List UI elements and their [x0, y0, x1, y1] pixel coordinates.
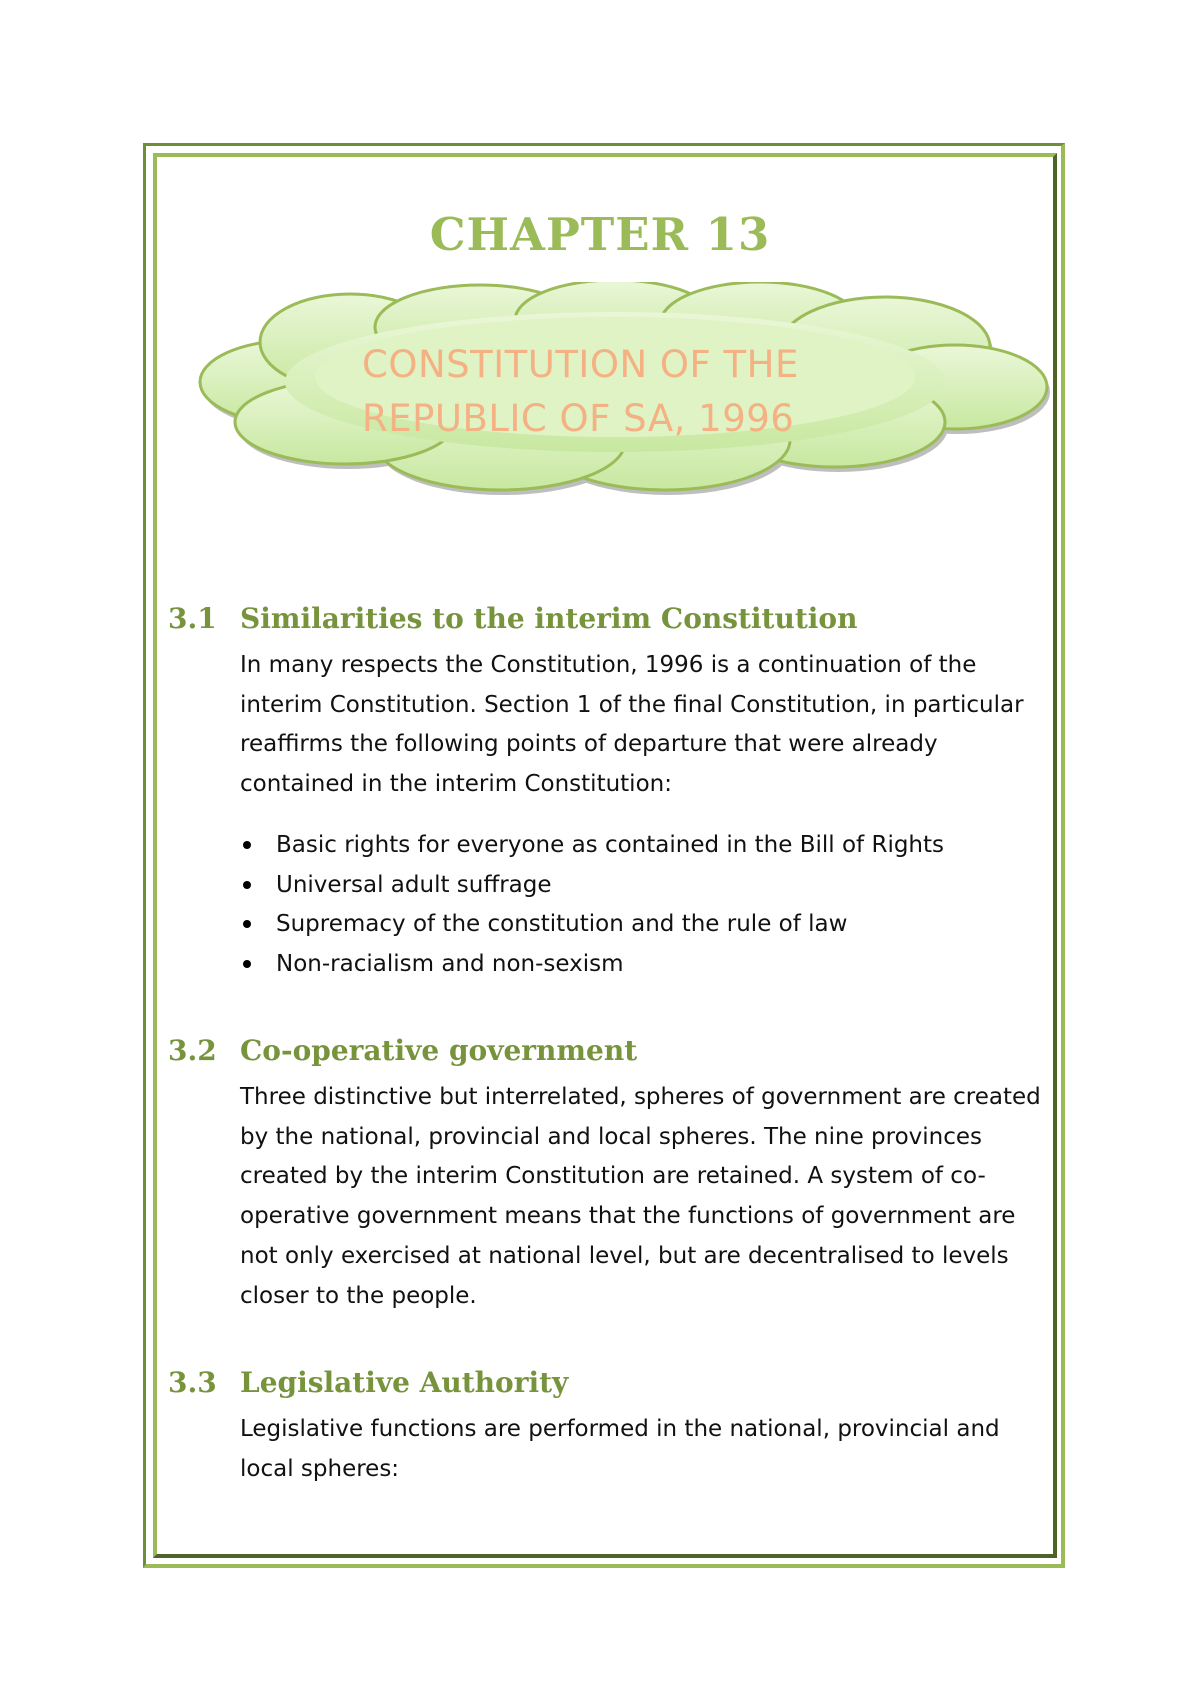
section-title: Co-operative government	[240, 1034, 638, 1067]
cloud-title-line-1: CONSTITUTION OF THE	[362, 343, 799, 386]
bullet-icon	[243, 881, 251, 889]
section-title: Similarities to the interim Constitution	[240, 602, 858, 635]
section-number: 3.3	[168, 1366, 217, 1399]
section-heading-3-2	[168, 1034, 637, 1067]
bullet-icon	[243, 841, 251, 849]
bullet-list	[240, 826, 1045, 985]
section-number: 3.1	[168, 602, 217, 635]
section-number: 3.2	[168, 1034, 217, 1067]
section-heading-3-1	[168, 602, 857, 635]
list-item	[240, 826, 1045, 866]
list-item-text: Non-racialism and non-sexism	[276, 951, 624, 978]
section-body-3-3: Legislative functions are performed in the national, provincial and local spheres:	[240, 1416, 1000, 1482]
chapter-title: CHAPTER 13	[429, 208, 771, 261]
list-item	[240, 866, 1045, 906]
list-item	[240, 945, 1045, 985]
section-title: Legislative Authority	[240, 1366, 569, 1399]
list-item-text: Universal adult suffrage	[276, 871, 552, 898]
cloud-title	[362, 338, 922, 446]
list-item-text: Supremacy of the constitution and the rule of law	[276, 911, 848, 938]
cloud-title-line-2: REPUBLIC OF SA, 1996	[362, 397, 795, 440]
section-body-3-1: In many respects the Constitution, 1996 is a continuation of the interim Constitution. Section 1 of the final Constitution, in particular reaffirms the following points of departure that were already contained in the interim Constitution:	[240, 652, 1024, 798]
list-item-text: Basic rights for everyone as contained in the Bill of Rights	[276, 832, 945, 858]
list-item	[240, 905, 1045, 945]
bullet-icon	[243, 920, 251, 928]
bullet-icon	[243, 960, 251, 968]
section-heading-3-3	[168, 1366, 568, 1399]
section-body-3-2: Three distinctive but interrelated, spheres of government are created by the national, provincial and local spheres. The nine provinces created by the interim Constitution are retained. A system of co-operative government means that the functions of government are not only exercised at national level, but are decentralised to levels closer to the people.	[240, 1084, 1041, 1309]
